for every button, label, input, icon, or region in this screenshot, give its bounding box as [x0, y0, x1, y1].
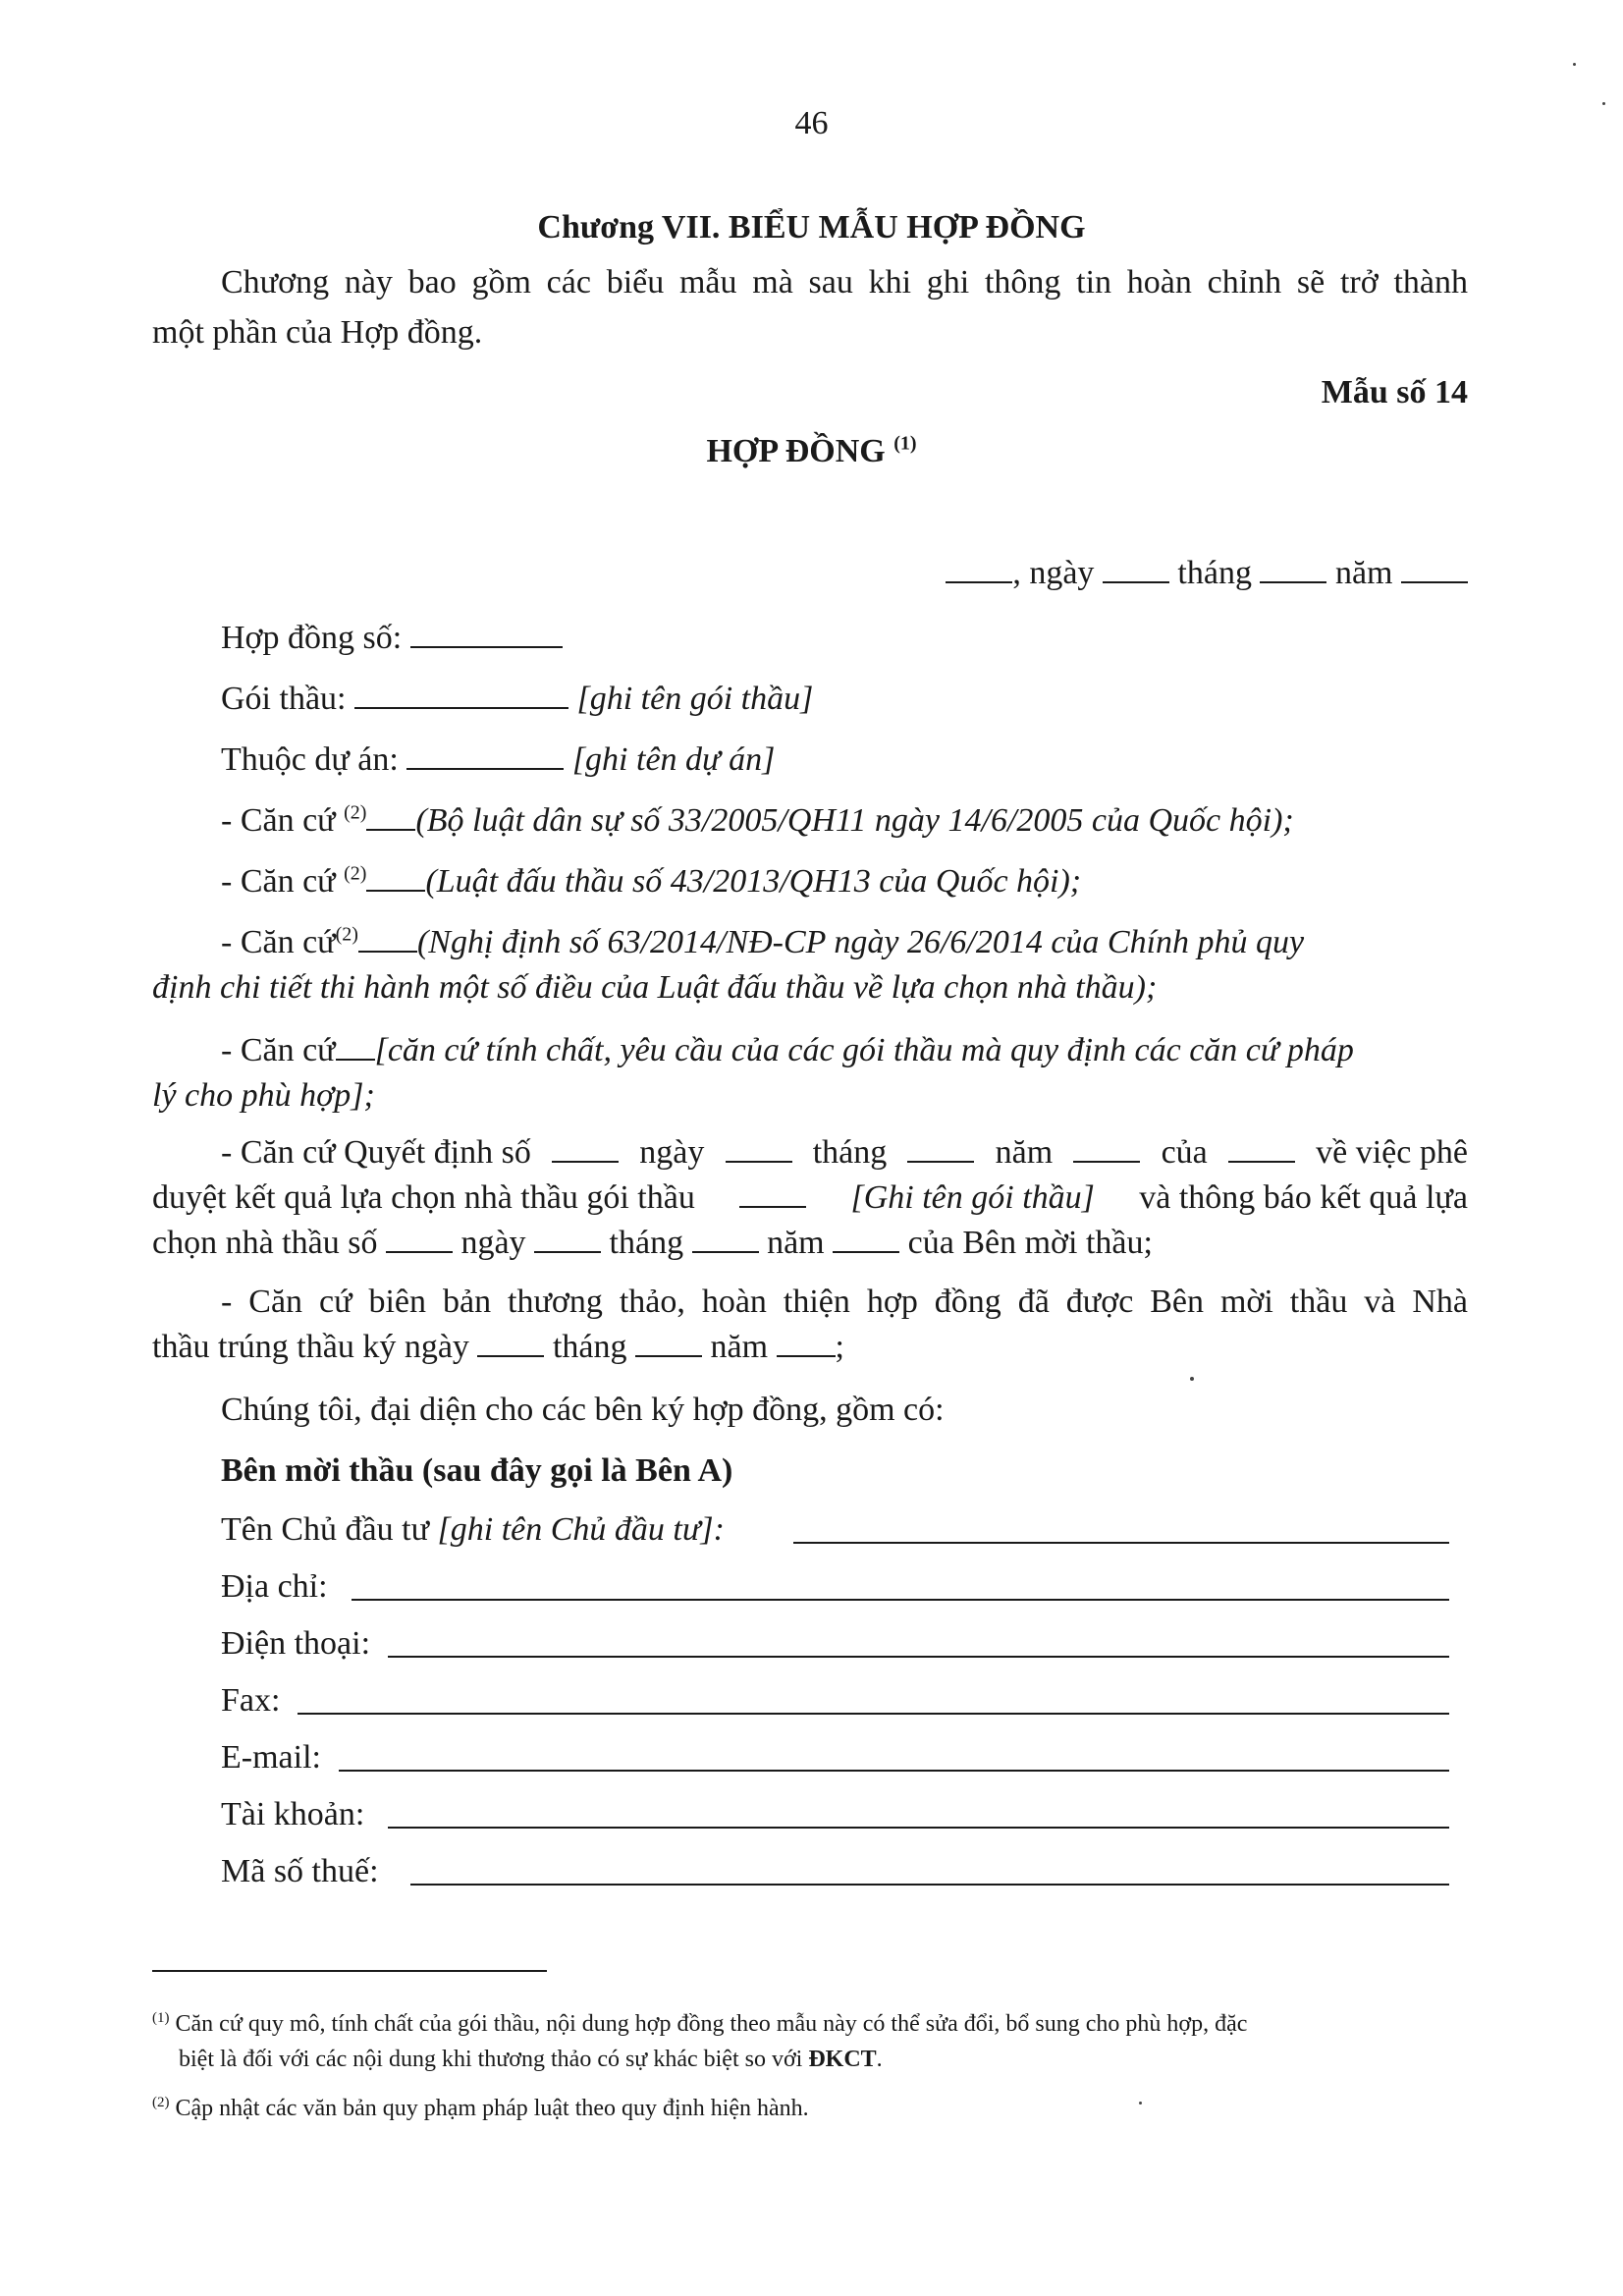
- decision-year-blank[interactable]: [1073, 1131, 1140, 1163]
- basis-other: [221, 1029, 1354, 1072]
- email-field-line[interactable]: [339, 1770, 1449, 1772]
- package-row: [221, 678, 813, 721]
- tax-code-field-line[interactable]: [410, 1884, 1449, 1886]
- address-field-line[interactable]: [352, 1599, 1449, 1601]
- basis-blank[interactable]: [366, 799, 415, 831]
- phone-field-line[interactable]: [388, 1656, 1449, 1658]
- decision-nam: năm: [995, 1134, 1054, 1171]
- basis-decree: [221, 921, 1304, 964]
- footnote-ref-2: (2): [335, 923, 358, 946]
- decision-label: - Căn cứ Quyết định số: [221, 1134, 531, 1171]
- contract-title: [0, 430, 1623, 473]
- decision-line2-end: và thông báo kết quả lựa: [1139, 1179, 1468, 1216]
- basis-other-text-2: lý cho phù hợp];: [152, 1077, 375, 1114]
- decision-line-3: [152, 1222, 1153, 1265]
- basis-label: - Căn cứ: [221, 1032, 336, 1068]
- project-blank[interactable]: [406, 738, 564, 770]
- notice-year-blank[interactable]: [833, 1222, 899, 1253]
- basis-civil-code-text: (Bộ luật dân sự số 33/2005/QH11 ngày 14/6/2005 của Quốc hội);: [415, 802, 1294, 839]
- scan-speck: [1139, 2102, 1142, 2105]
- basis-label: - Căn cứ: [221, 802, 336, 839]
- decision-thang: tháng: [812, 1134, 888, 1171]
- notice-month-blank[interactable]: [692, 1222, 759, 1253]
- phone-label: Điện thoại:: [221, 1625, 371, 1662]
- footnote-separator: [152, 1970, 547, 1972]
- form-number: Mẫu số 14: [1321, 374, 1468, 410]
- package-label: Gói thầu:: [221, 681, 347, 717]
- decision-line-1: [221, 1131, 1468, 1175]
- scan-speck: [1602, 102, 1605, 105]
- blank-year[interactable]: [1401, 552, 1468, 583]
- footnote-1-mark: (1): [152, 2010, 170, 2026]
- decision-line3-text: chọn nhà thầu số: [152, 1225, 378, 1261]
- minutes-nam: năm: [710, 1329, 769, 1365]
- footnote-1-text-1: Căn cứ quy mô, tính chất của gói thầu, nội dung hợp đồng theo mẫu này có thể sửa đổi, bổ sung cho phù hợp, đặc: [175, 2011, 1248, 2037]
- decision-ngay: ngày: [639, 1134, 705, 1171]
- blank-month[interactable]: [1260, 552, 1326, 583]
- footnote-2: [152, 2092, 809, 2125]
- owner-hint: [ghi tên Chủ đầu tư]: [437, 1511, 714, 1548]
- page-number: 46: [794, 105, 829, 141]
- minutes-day-blank[interactable]: [477, 1326, 544, 1357]
- owner-colon: :: [713, 1511, 725, 1548]
- minutes-end: ;: [835, 1329, 844, 1365]
- owner-label: Tên Chủ đầu tư: [221, 1511, 430, 1548]
- decision-month-blank[interactable]: [907, 1131, 974, 1163]
- footnote-ref-2: (2): [344, 801, 367, 824]
- tax-code-label: Mã số thuế:: [221, 1853, 379, 1889]
- email-label: E-mail:: [221, 1739, 321, 1776]
- project-row: [221, 738, 775, 782]
- decision-issuer-blank[interactable]: [1228, 1131, 1295, 1163]
- footnote-1-line-1: [152, 2007, 1247, 2041]
- project-label: Thuộc dự án:: [221, 741, 399, 778]
- basis-other-text-1: [căn cứ tính chất, yêu cầu của các gói thầu mà quy định các căn cứ pháp: [374, 1032, 1354, 1068]
- basis-decree-text-2: định chi tiết thi hành một số điều của Luật đấu thầu về lựa chọn nhà thầu);: [152, 969, 1158, 1006]
- minutes-thang: tháng: [552, 1329, 627, 1365]
- decision-package-hint: [Ghi tên gói thầu]: [850, 1179, 1095, 1216]
- decision-day-blank[interactable]: [726, 1131, 792, 1163]
- basis-label: - Căn cứ: [221, 863, 336, 900]
- basis-blank[interactable]: [366, 860, 425, 892]
- contract-title-text: HỢP ĐỒNG: [706, 433, 886, 469]
- party-a-heading: Bên mời thầu (sau đây gọi là Bên A): [221, 1452, 733, 1489]
- footnote-1-line-2: [179, 2043, 883, 2076]
- owner-field-line[interactable]: [793, 1542, 1449, 1544]
- fax-label: Fax:: [221, 1682, 281, 1719]
- minutes-line2-text: thầu trúng thầu ký ngày: [152, 1329, 469, 1365]
- basis-bidding-law: [221, 860, 1081, 903]
- address-label: Địa chỉ:: [221, 1568, 328, 1605]
- footnote-ref-1: (1): [893, 432, 917, 455]
- blank-place[interactable]: [946, 552, 1012, 583]
- notice-day-blank[interactable]: [534, 1222, 601, 1253]
- project-hint: [ghi tên dự án]: [571, 741, 776, 778]
- decision-line2-text: duyệt kết quả lựa chọn nhà thầu gói thầu: [152, 1179, 695, 1216]
- date-nam-label: năm: [1334, 555, 1393, 591]
- decision-ve-viec: về việc phê: [1316, 1134, 1468, 1171]
- chapter-intro-line-1: Chương này bao gồm các biểu mẫu mà sau khi ghi thông tin hoàn chỉnh sẽ trở thành: [221, 264, 1468, 301]
- contract-number-label: Hợp đồng số:: [221, 620, 403, 656]
- footnote-2-text: Cập nhật các văn bản quy phạm pháp luật theo quy định hiện hành.: [175, 2096, 809, 2121]
- footnote-1-text-2: biệt là đối với các nội dung khi thương thảo có sự khác biệt so với: [179, 2047, 803, 2072]
- decision-number-blank[interactable]: [552, 1131, 619, 1163]
- blank-day[interactable]: [1103, 552, 1169, 583]
- decision-cua: của: [1161, 1134, 1208, 1171]
- footnote-ref-2: (2): [344, 862, 367, 885]
- chapter-title: Chương VII. BIỂU MẪU HỢP ĐỒNG: [537, 209, 1086, 246]
- basis-civil-code: [221, 799, 1294, 843]
- basis-decree-text-1: (Nghị định số 63/2014/NĐ-CP ngày 26/6/2014 của Chính phủ quy: [416, 924, 1305, 960]
- decision-line-2: [152, 1176, 1468, 1220]
- notice-ngay: ngày: [460, 1225, 526, 1261]
- scan-speck: [1573, 63, 1576, 66]
- notice-nam: năm: [767, 1225, 825, 1261]
- date-line: [946, 552, 1468, 595]
- decision-line3-end: của Bên mời thầu;: [907, 1225, 1153, 1261]
- package-hint: [ghi tên gói thầu]: [576, 681, 814, 717]
- minutes-line-1: - Căn cứ biên bản thương thảo, hoàn thiện hợp đồng đã được Bên mời thầu và Nhà: [221, 1284, 1468, 1320]
- decision-package-blank[interactable]: [739, 1176, 806, 1208]
- owner-label-row: [221, 1508, 725, 1552]
- date-thang-label: tháng: [1177, 555, 1252, 591]
- footnote-2-mark: (2): [152, 2095, 170, 2110]
- basis-label: - Căn cứ: [221, 924, 336, 960]
- account-label: Tài khoản:: [221, 1796, 365, 1832]
- minutes-year-blank[interactable]: [777, 1326, 836, 1357]
- contract-number-blank[interactable]: [410, 617, 563, 648]
- footnote-1-bold: ĐKCT: [808, 2047, 877, 2072]
- minutes-month-blank[interactable]: [635, 1326, 702, 1357]
- basis-blank[interactable]: [358, 921, 417, 953]
- minutes-line-2: [152, 1326, 844, 1369]
- parties-intro: Chúng tôi, đại diện cho các bên ký hợp đồng, gồm có:: [221, 1392, 945, 1428]
- chapter-intro-line-2: một phần của Hợp đồng.: [152, 314, 483, 351]
- notice-thang: tháng: [609, 1225, 684, 1261]
- basis-blank[interactable]: [336, 1029, 375, 1061]
- basis-bidding-law-text: (Luật đấu thầu số 43/2013/QH13 của Quốc hội);: [425, 863, 1082, 900]
- date-ngay-label: , ngày: [1012, 555, 1095, 591]
- package-blank[interactable]: [354, 678, 568, 709]
- footnote-1-end: .: [876, 2047, 883, 2072]
- account-field-line[interactable]: [388, 1827, 1449, 1829]
- contract-number-row: [221, 617, 563, 660]
- scan-speck: [1190, 1377, 1194, 1381]
- fax-field-line[interactable]: [298, 1713, 1449, 1715]
- notice-number-blank[interactable]: [386, 1222, 453, 1253]
